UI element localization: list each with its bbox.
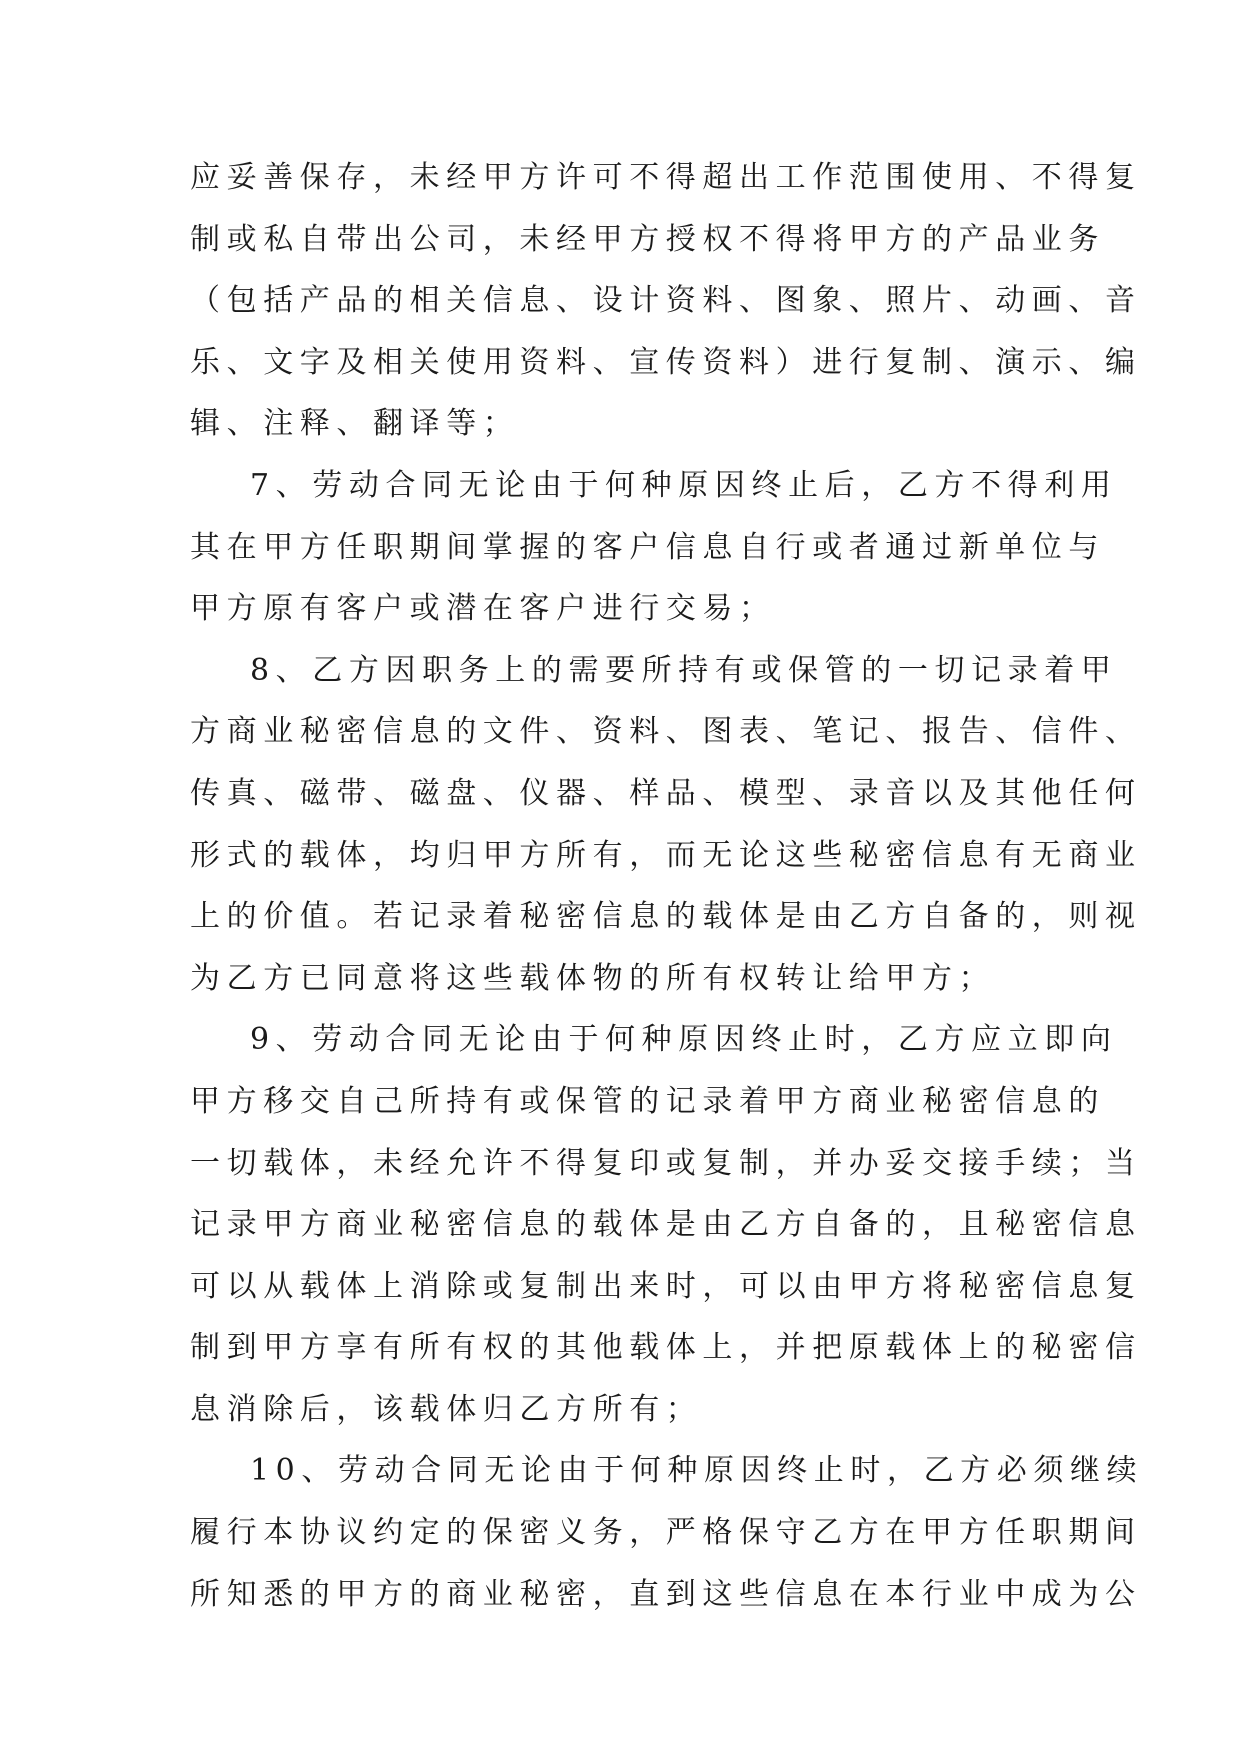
text-line: 为乙方已同意将这些载体物的所有权转让给甲方； bbox=[190, 960, 996, 996]
text-line: 所知悉的甲方的商业秘密，直到这些信息在本行业中成为公 bbox=[190, 1576, 1142, 1612]
text-line: 应妥善保存，未经甲方许可不得超出工作范围使用、不得复 bbox=[190, 160, 1142, 195]
text-line: 8、乙方因职务上的需要所持有或保管的一切记录着甲 bbox=[250, 652, 1118, 688]
text-line: 履行本协议约定的保密义务，严格保守乙方在甲方任职期间 bbox=[190, 1515, 1142, 1551]
text-line: 可以从载体上消除或复制出来时，可以由甲方将秘密信息复 bbox=[190, 1268, 1142, 1304]
text-line: 记录甲方商业秘密信息的载体是由乙方自备的，且秘密信息 bbox=[190, 1207, 1142, 1243]
text-line: 乐、文字及相关使用资料、宣传资料）进行复制、演示、编 bbox=[190, 344, 1142, 380]
text-line: 一切载体，未经允许不得复印或复制，并办妥交接手续；当 bbox=[190, 1145, 1142, 1181]
document-body bbox=[190, 158, 1144, 1636]
text-line: 甲方原有客户或潜在客户进行交易； bbox=[190, 591, 776, 627]
text-line: 9、劳动合同无论由于何种原因终止时，乙方应立即向 bbox=[250, 1022, 1118, 1058]
text-line: 形式的载体，均归甲方所有，而无论这些秘密信息有无商业 bbox=[190, 837, 1142, 873]
text-line: 7、劳动合同无论由于何种原因终止后，乙方不得利用 bbox=[250, 467, 1118, 503]
text-line: 10、劳动合同无论由于何种原因终止时，乙方必须继续 bbox=[250, 1453, 1144, 1489]
text-line: （包括产品的相关信息、设计资料、图象、照片、动画、音 bbox=[190, 283, 1142, 319]
text-line: 传真、磁带、磁盘、仪器、样品、模型、录音以及其他任何 bbox=[190, 775, 1142, 811]
text-line: 其在甲方任职期间掌握的客户信息自行或者通过新单位与 bbox=[190, 529, 1105, 565]
text-line: 方商业秘密信息的文件、资料、图表、笔记、报告、信件、 bbox=[190, 714, 1142, 750]
text-line: 上的价值。若记录着秘密信息的载体是由乙方自备的，则视 bbox=[190, 899, 1142, 935]
text-line: 制到甲方享有所有权的其他载体上，并把原载体上的秘密信 bbox=[190, 1330, 1142, 1366]
text-line: 甲方移交自己所持有或保管的记录着甲方商业秘密信息的 bbox=[190, 1083, 1105, 1119]
text-line: 制或私自带出公司，未经甲方授权不得将甲方的产品业务 bbox=[190, 221, 1105, 257]
text-line: 辑、注释、翻译等； bbox=[190, 406, 520, 442]
text-line: 息消除后，该载体归乙方所有； bbox=[190, 1391, 703, 1427]
